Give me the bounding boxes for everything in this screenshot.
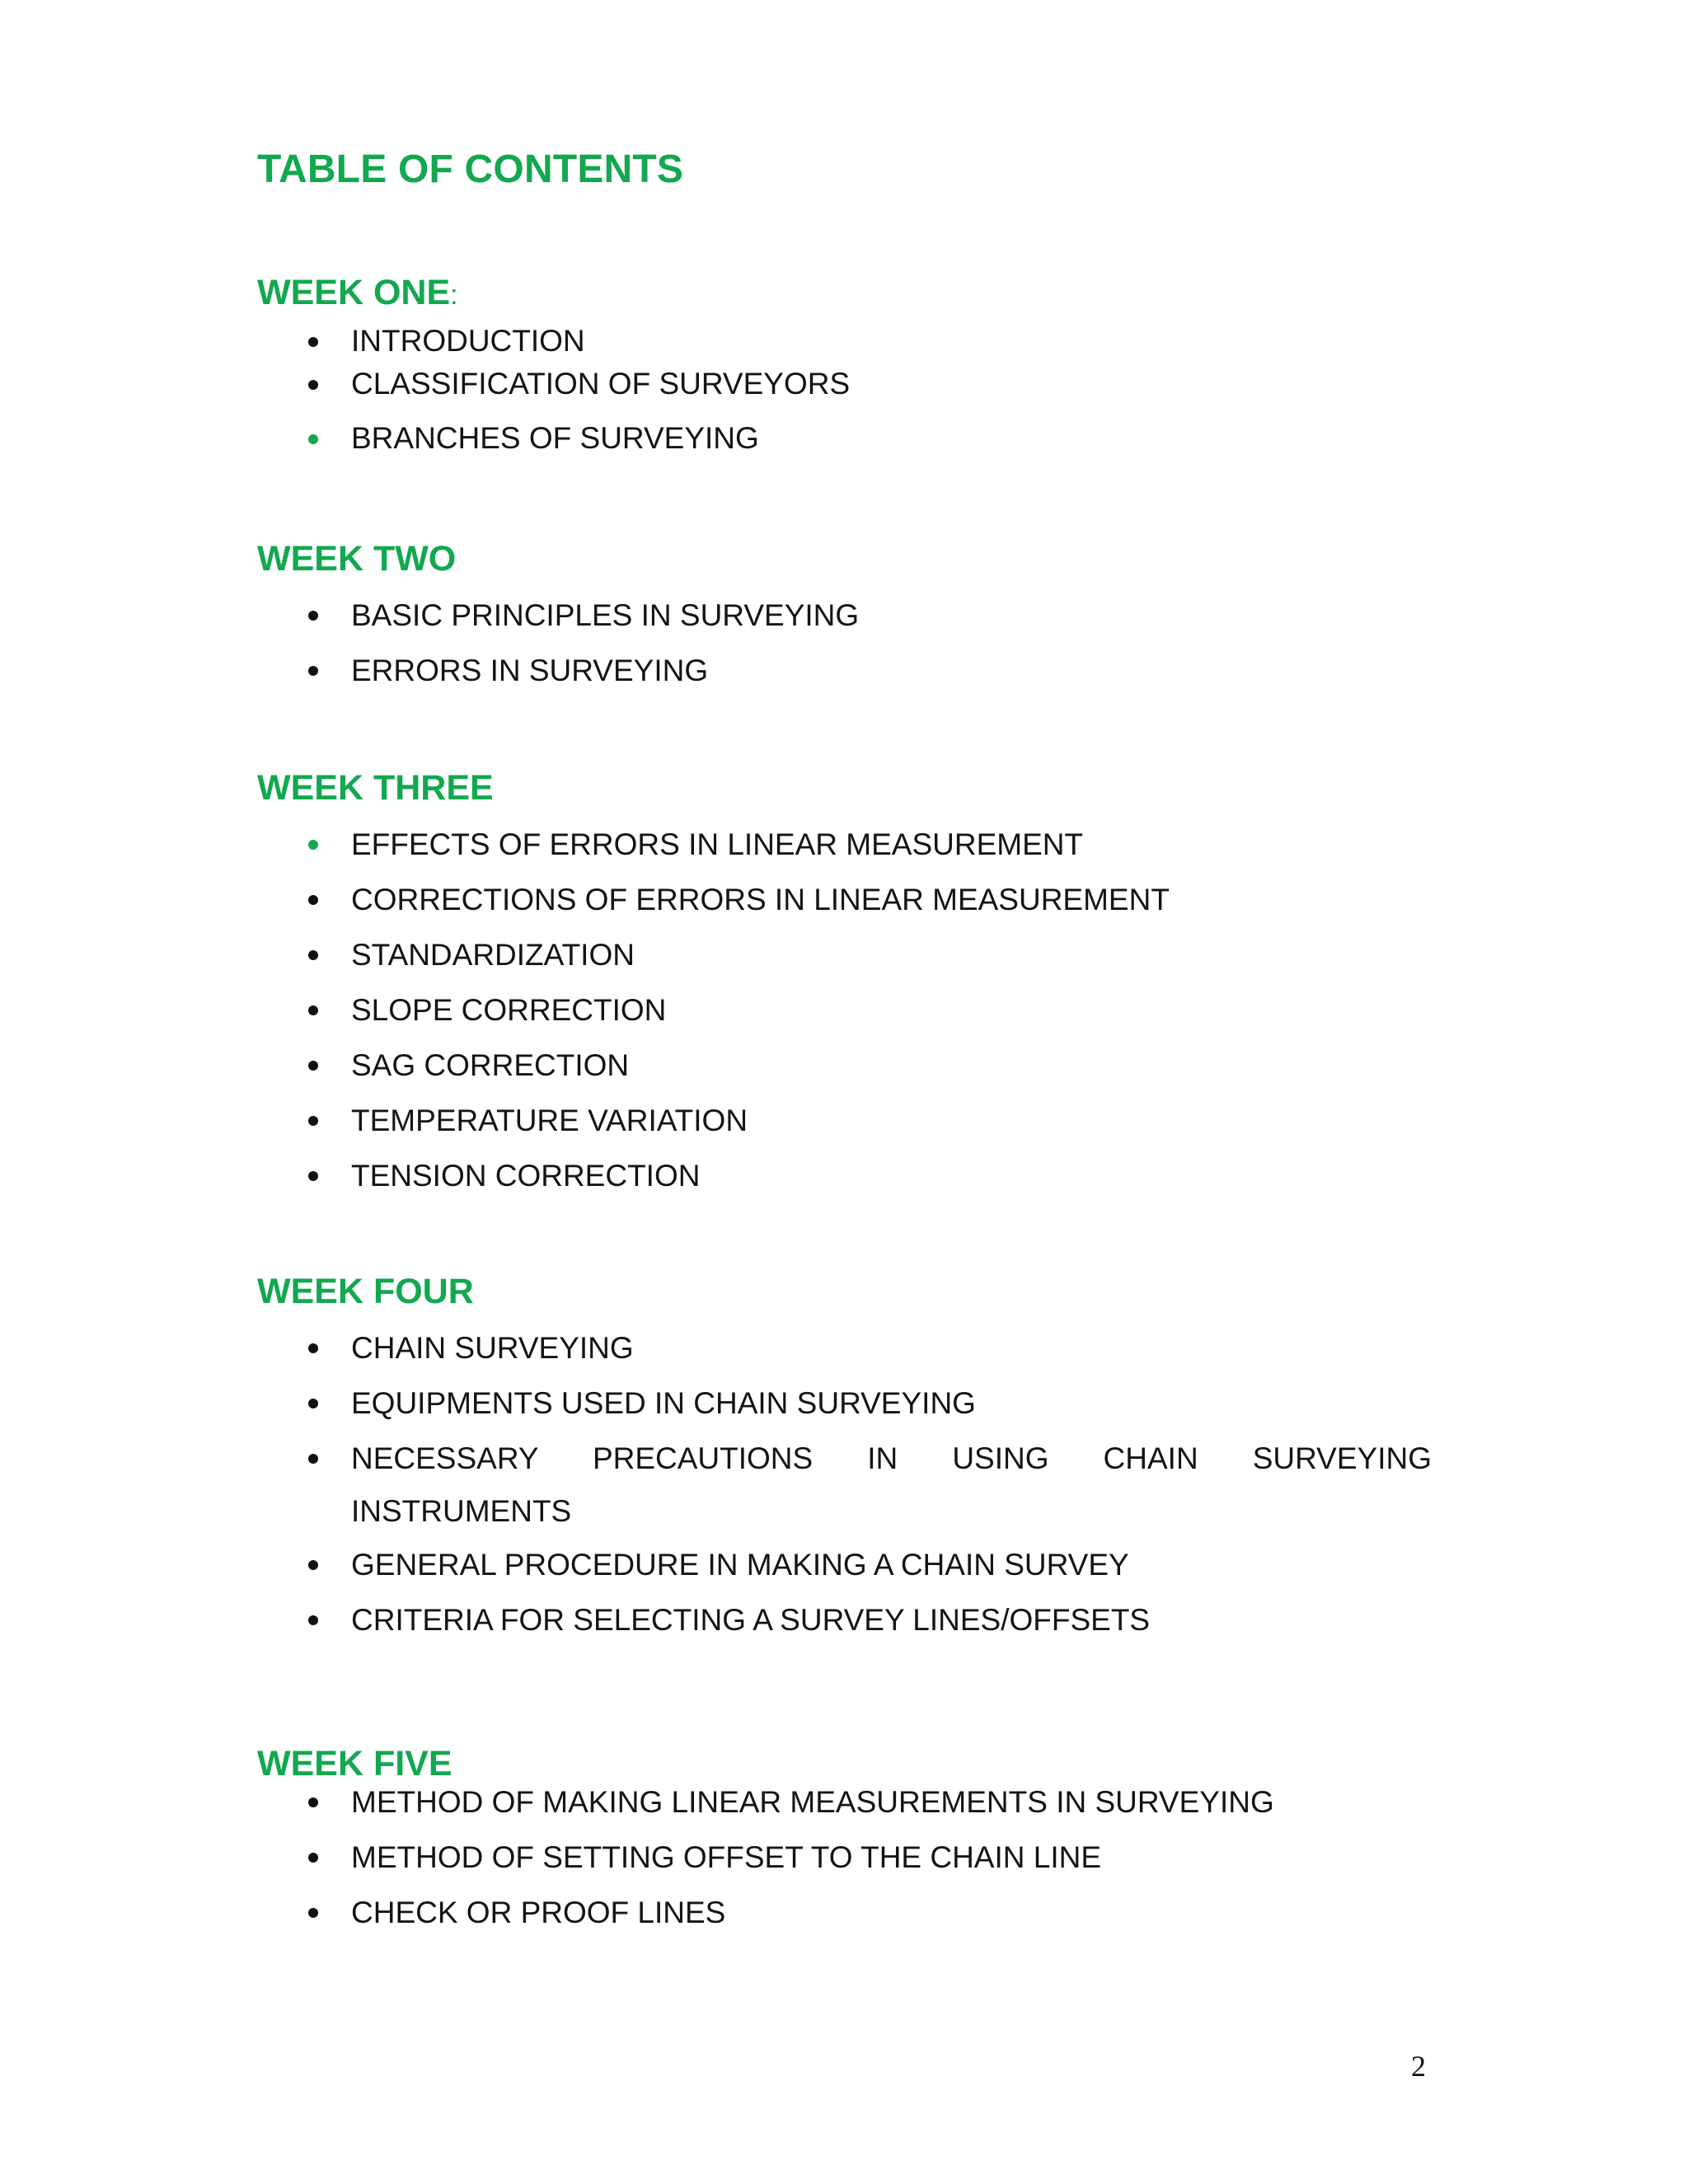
week-three-section: [257, 767, 1432, 1203]
list-item: EQUIPMENTS USED IN CHAIN SURVEYING: [257, 1376, 1432, 1431]
week-five-list: [257, 1774, 1432, 1940]
page-number: 2: [1411, 2050, 1426, 2083]
week-two-section: [257, 538, 1432, 698]
list-item: BRANCHES OF SURVEYING: [257, 406, 1432, 471]
list-item-continuation: INSTRUMENTS: [351, 1494, 572, 1528]
list-item: GENERAL PROCEDURE IN MAKING A CHAIN SURVEY: [257, 1537, 1432, 1592]
week-four-heading: WEEK FOUR: [257, 1272, 474, 1311]
week-one-heading: WEEK ONE:: [257, 273, 458, 312]
bullet-icon: [308, 1908, 318, 1918]
bullet-icon: [308, 1797, 318, 1807]
bullet-icon: [308, 1853, 318, 1863]
table-of-contents: [257, 147, 1432, 1940]
list-item: INTRODUCTION: [257, 321, 1432, 362]
list-item: CRITERIA FOR SELECTING A SURVEY LINES/OFFSETS: [257, 1592, 1432, 1647]
week-three-list: [257, 817, 1432, 1203]
week-five-section: [257, 1743, 1432, 1940]
list-item: CLASSIFICATION OF SURVEYORS: [257, 362, 1432, 406]
list-item: SAG CORRECTION: [257, 1038, 1432, 1093]
list-item: METHOD OF MAKING LINEAR MEASUREMENTS IN SURVEYING: [257, 1774, 1432, 1830]
week-four-section: [257, 1271, 1432, 1647]
bullet-icon: [308, 380, 318, 390]
list-item: NECESSARY PRECAUTIONS IN USING CHAIN SURVEYING: [257, 1431, 1432, 1486]
bullet-icon: [308, 1615, 318, 1625]
list-item: ERRORS IN SURVEYING: [257, 643, 1432, 698]
list-item: BASIC PRINCIPLES IN SURVEYING: [257, 588, 1432, 643]
list-item: TENSION CORRECTION: [257, 1148, 1432, 1203]
bullet-icon: [308, 666, 318, 676]
bullet-icon: [308, 840, 318, 850]
week-five-heading: WEEK FIVE: [257, 1744, 452, 1783]
bullet-icon: [308, 1454, 318, 1464]
bullet-icon: [308, 950, 318, 960]
bullet-icon: [308, 1005, 318, 1015]
bullet-icon: [308, 1399, 318, 1408]
page-title: TABLE OF CONTENTS: [257, 148, 684, 191]
bullet-icon: [308, 1061, 318, 1071]
list-item: METHOD OF SETTING OFFSET TO THE CHAIN LINE: [257, 1830, 1432, 1885]
week-four-list: [257, 1320, 1432, 1647]
bullet-icon: [308, 1343, 318, 1353]
bullet-icon: [308, 1171, 318, 1181]
list-item: TEMPERATURE VARIATION: [257, 1093, 1432, 1148]
heading-colon: :: [450, 279, 458, 311]
bullet-icon: [308, 434, 318, 444]
list-item: SLOPE CORRECTION: [257, 982, 1432, 1038]
week-one-section: [257, 272, 1432, 471]
week-three-heading: WEEK THREE: [257, 768, 494, 808]
list-item: STANDARDIZATION: [257, 927, 1432, 982]
list-item: EFFECTS OF ERRORS IN LINEAR MEASUREMENT: [257, 817, 1432, 872]
bullet-icon: [308, 895, 318, 905]
list-item: CORRECTIONS OF ERRORS IN LINEAR MEASUREMENT: [257, 872, 1432, 927]
bullet-icon: [308, 611, 318, 621]
bullet-icon: [308, 1560, 318, 1570]
list-item: CHECK OR PROOF LINES: [257, 1885, 1432, 1940]
list-item: CHAIN SURVEYING: [257, 1320, 1432, 1376]
week-one-list: [257, 321, 1432, 471]
week-two-list: [257, 588, 1432, 698]
week-two-heading: WEEK TWO: [257, 539, 457, 579]
bullet-icon: [308, 1116, 318, 1126]
bullet-icon: [308, 337, 318, 347]
